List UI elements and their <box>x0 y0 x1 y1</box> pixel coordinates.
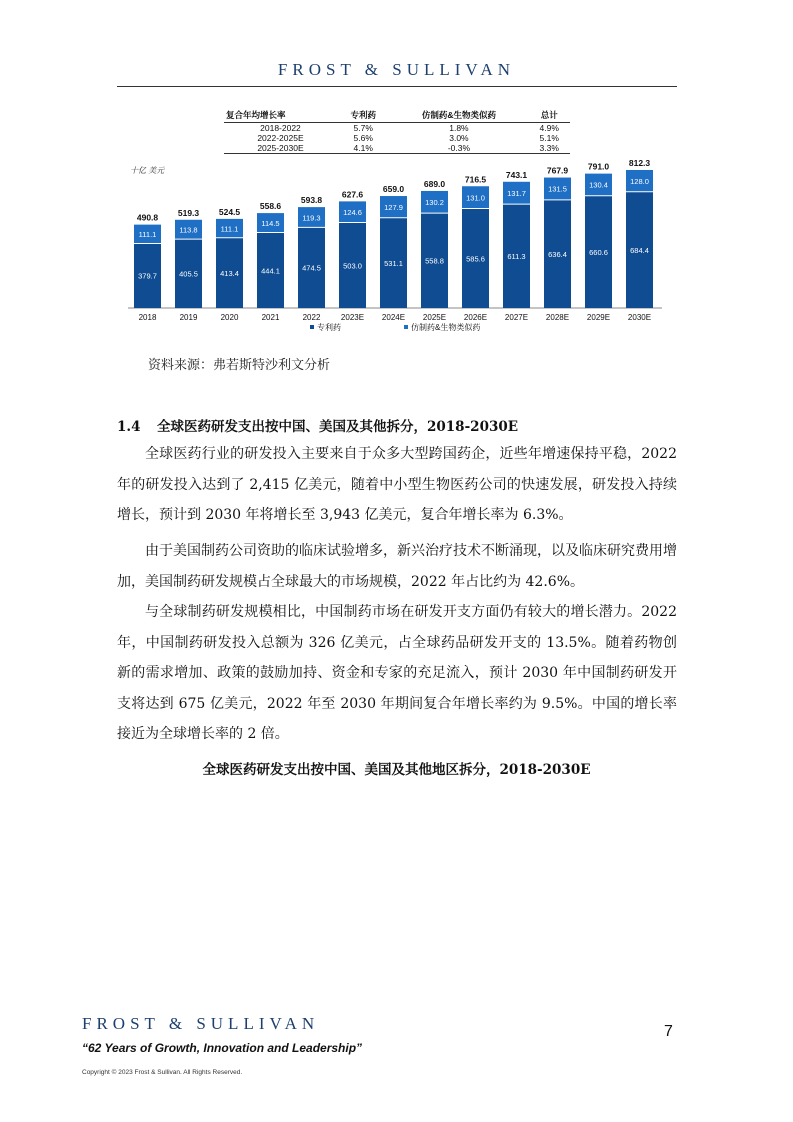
header-logo: FROST & SULLIVAN <box>277 60 516 79</box>
cagr-header: 总计 <box>528 108 570 123</box>
figure-title: 全球医药研发支出按中国、美国及其他地区拆分，2018-2030E <box>202 762 591 778</box>
legend-label: 专利药 <box>317 323 341 332</box>
total-label: 490.8 <box>136 212 159 223</box>
x-tick-label: 2025E <box>422 313 447 322</box>
data-label: 111.1 <box>220 224 239 234</box>
data-label: 558.8 <box>425 256 444 266</box>
data-label: 636.4 <box>548 249 567 259</box>
data-label: 113.8 <box>179 225 198 235</box>
header-divider <box>117 86 677 87</box>
cagr-header: 仿制药&生物类似药 <box>389 108 528 123</box>
table-cell: 2018-2022 <box>260 123 301 133</box>
x-tick-label: 2019 <box>179 313 198 322</box>
footer-copyright: Copyright © 2023 Frost & Sullivan. All Rights Reserved. <box>82 1069 243 1076</box>
market-size-chart <box>128 155 668 340</box>
paragraph: 全球医药行业的研发投入主要来自于众多大型跨国药企，近些年增速保持平稳，2022 年的研发投入达到了 2,415 亿美元，随着中小型生物医药公司的快速发展，研发投入持续增长，预计到 2030 年将增长至 3,943 亿美元，复合年增长率为 6.3%。 <box>117 446 677 523</box>
cagr-table <box>224 108 570 154</box>
source-note: 资料来源：弗若斯特沙利文分析 <box>148 358 331 373</box>
x-tick-label: 2022 <box>302 313 321 322</box>
total-label: 716.5 <box>464 174 487 185</box>
total-label: 627.6 <box>341 189 364 200</box>
data-label: 611.3 <box>507 252 526 262</box>
table-cell: 5.7% <box>353 123 373 133</box>
total-label: 558.6 <box>259 201 282 212</box>
total-label: 593.8 <box>300 195 323 206</box>
total-label: 743.1 <box>505 169 528 180</box>
x-tick-label: 2027E <box>504 313 529 322</box>
table-cell: 1.8% <box>449 123 469 133</box>
cagr-header: 专利药 <box>337 108 389 123</box>
table-cell: 3.0% <box>449 133 469 143</box>
table-cell: 4.1% <box>337 143 389 154</box>
paragraph: 与全球制药研发规模相比，中国制药市场在研发开支方面仍有较大的增长潜力。2022 年，中国制药研发投入总额为 326 亿美元，占全球药品研发开支的 13.5%。随着药物创新的需求增加、政策的鼓励加持、资金和专家的充足流入，预计 2030 年中国制药研发开支将达到 675 亿美元，2022 年至 2030 年期间复合年增长率约为 9.5%。中国的增长率接近为全球增长率的 2 倍。 <box>117 604 677 742</box>
x-tick-label: 2028E <box>545 313 570 322</box>
data-label: 503.0 <box>343 261 362 271</box>
x-tick-label: 2023E <box>340 313 365 322</box>
data-label: 684.4 <box>630 245 649 255</box>
footer-slogan: “62 Years of Growth, Innovation and Leadership” <box>82 1041 363 1055</box>
x-tick-label: 2021 <box>261 313 280 322</box>
x-tick-label: 2029E <box>586 313 611 322</box>
legend-swatch <box>310 325 314 329</box>
table-row <box>224 123 570 134</box>
data-label: 474.5 <box>302 263 321 273</box>
cagr-header: 复合年均增长率 <box>224 108 337 123</box>
data-label: 130.2 <box>425 198 444 208</box>
table-row <box>224 143 570 154</box>
table-cell: 5.1% <box>539 133 559 143</box>
x-tick-label: 2030E <box>627 313 652 322</box>
page-number: 7 <box>664 1023 673 1040</box>
data-label: 405.5 <box>179 269 198 279</box>
data-label: 585.6 <box>466 254 485 264</box>
paragraph: 由于美国制药公司资助的临床试验增多，新兴治疗技术不断涌现，以及临床研究费用增加，美国制药研发规模占全球最大的市场规模，2022 年占比约为 42.6%。 <box>117 543 677 590</box>
legend-swatch <box>404 325 408 329</box>
total-label: 519.3 <box>177 207 200 218</box>
data-label: 660.6 <box>589 247 608 257</box>
x-tick-label: 2024E <box>381 313 406 322</box>
data-label: 119.3 <box>302 213 321 223</box>
total-label: 812.3 <box>628 157 651 168</box>
total-label: 767.9 <box>546 165 569 176</box>
unit-label: 十亿 美元 <box>130 166 165 175</box>
data-label: 379.7 <box>138 271 157 281</box>
table-row <box>224 133 570 143</box>
table-cell: 4.9% <box>539 123 559 133</box>
total-label: 659.0 <box>382 184 405 195</box>
table-cell: 5.6% <box>353 133 373 143</box>
x-tick-label: 2020 <box>220 313 239 322</box>
data-label: 130.4 <box>589 180 608 190</box>
section-heading <box>117 415 518 435</box>
total-label: 791.0 <box>587 161 610 172</box>
data-label: 124.6 <box>343 207 362 217</box>
table-cell: 2025-2030E <box>224 143 337 154</box>
data-label: 127.9 <box>384 202 403 212</box>
table-cell: 2022-2025E <box>257 133 304 143</box>
legend-label: 仿制药&生物类似药 <box>411 323 481 332</box>
data-label: 111.1 <box>138 230 157 240</box>
section-title: 全球医药研发支出按中国、美国及其他拆分，2018-2030E <box>157 419 519 435</box>
table-cell: 3.3% <box>528 143 570 154</box>
data-label: 131.7 <box>507 188 526 198</box>
section-number: 1.4 <box>117 419 141 435</box>
data-label: 444.1 <box>261 266 280 276</box>
total-label: 524.5 <box>218 206 241 217</box>
data-label: 128.0 <box>630 176 649 186</box>
total-label: 689.0 <box>423 178 446 189</box>
table-cell: -0.3% <box>389 143 528 154</box>
data-label: 131.0 <box>466 193 485 203</box>
data-label: 114.5 <box>261 218 280 228</box>
data-label: 531.1 <box>384 258 403 268</box>
data-label: 413.4 <box>220 268 239 278</box>
x-tick-label: 2026E <box>463 313 488 322</box>
x-tick-label: 2018 <box>138 313 157 322</box>
footer-logo: FROST & SULLIVAN <box>82 1014 320 1033</box>
data-label: 131.5 <box>548 184 567 194</box>
